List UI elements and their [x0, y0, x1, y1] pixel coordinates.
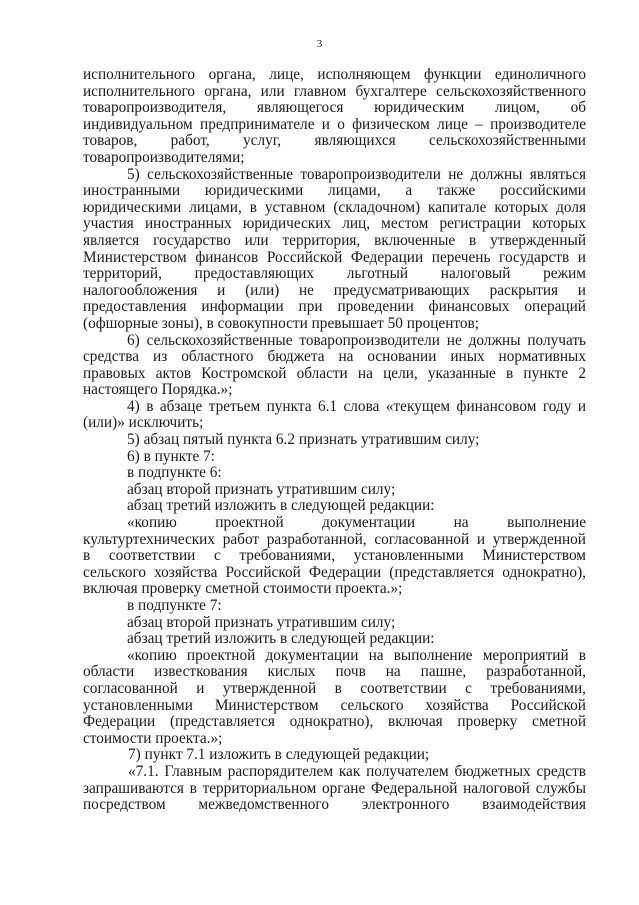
text-line: в подпункте 7: — [127, 598, 222, 614]
text-line: в подпункте 6: — [127, 465, 222, 482]
text-line: 4) в абзаце третьем пункта 6.1 слова «текущем финансовом году и — [127, 398, 586, 415]
text-line: 7) пункт 7.1 изложить в следующей редакции; — [128, 747, 430, 764]
text-line: области известкования кислых почв на пашне, разработанной, — [83, 664, 586, 681]
text-line: абзац второй признать утратившим силу; — [127, 481, 396, 498]
text-line: исполнительного органа, лице, исполняющем функции единоличного — [83, 67, 586, 83]
text-line: включая проверку сметной стоимости проекта.»; — [83, 581, 403, 598]
text-line: абзац второй признать утратившим силу; — [127, 614, 396, 631]
text-line: налогообложения и (или) не предусматривающих раскрытия и — [83, 282, 586, 299]
text-line: посредством межведомственного электронного взаимодействия — [83, 797, 586, 814]
text-line: правовых актов Костромской области на цели, указанные в пункте 2 — [83, 365, 586, 382]
text-line: (или)» исключить; — [83, 415, 204, 432]
text-line: абзац третий изложить в следующей редакции: — [127, 631, 435, 648]
document-body — [83, 67, 586, 814]
text-line: в соответствии с требованиями, установленными Министерством — [83, 548, 586, 565]
text-line: Министерством финансов Российской Федерации перечень государств и — [83, 249, 586, 266]
text-line: товаров, работ, услуг, являющихся сельскохозяйственными — [83, 133, 586, 150]
page-number: 3 — [316, 38, 323, 50]
text-line: товаропроизводителя, являющегося юридическим лицом, об — [83, 100, 586, 117]
text-line: стоимости проекта.»; — [83, 730, 223, 747]
text-line: средства из областного бюджета на основании иных нормативных — [83, 349, 586, 366]
text-line: (офшорные зоны), в совокупности превышает 50 процентов; — [83, 315, 479, 332]
text-line: абзац третий изложить в следующей редакции: — [127, 498, 435, 515]
text-line: предоставления информации при проведении финансовых операций — [83, 299, 586, 316]
text-line: является государство или территория, включенные в утвержденный — [83, 232, 586, 249]
text-line: запрашиваются в территориальном органе Федеральной налоговой службы — [83, 780, 586, 797]
text-line: культуртехнических работ разработанной, согласованной и утвержденной — [83, 531, 586, 548]
text-line: сельского хозяйства Российской Федерации (представляется однократно), — [83, 564, 586, 581]
text-line: исполнительного органа, или главном бухгалтере сельскохозяйственного — [83, 83, 586, 100]
text-line: иностранными юридическими лицами, а также российскими — [83, 183, 586, 200]
text-line: 5) сельскохозяйственные товаропроизводители не должны являться — [127, 166, 586, 183]
text-line: участия иностранных юридических лиц, местом регистрации которых — [83, 216, 586, 233]
text-line: «7.1. Главным распорядителем как получателем бюджетных средств — [128, 763, 586, 780]
text-line: 6) сельскохозяйственные товаропроизводители не должны получать — [127, 332, 586, 349]
text-line: территорий, предоставляющих льготный налоговый режим — [83, 266, 586, 283]
text-line: юридическими лицами, в уставном (складочном) капитале которых доля — [83, 199, 586, 216]
text-line: 5) абзац пятый пункта 6.2 признать утратившим силу; — [127, 432, 480, 449]
text-line: 6) в пункте 7: — [127, 448, 216, 465]
text-line: Федерации (представляется однократно), включая проверку сметной — [83, 714, 586, 731]
text-line: настоящего Порядка.»; — [83, 382, 233, 399]
text-line: «копию проектной документации на выполнение — [127, 515, 586, 532]
text-line: индивидуальном предпринимателе и о физическом лице – производителе — [83, 116, 586, 133]
text-line: согласованной и утвержденной в соответствии с требованиями, — [83, 680, 586, 697]
text-line: «копию проектной документации на выполнение мероприятий в — [127, 647, 586, 664]
text-line: товаропроизводителями; — [83, 149, 245, 166]
text-line: установленными Министерством сельского хозяйства Российской — [83, 697, 586, 714]
